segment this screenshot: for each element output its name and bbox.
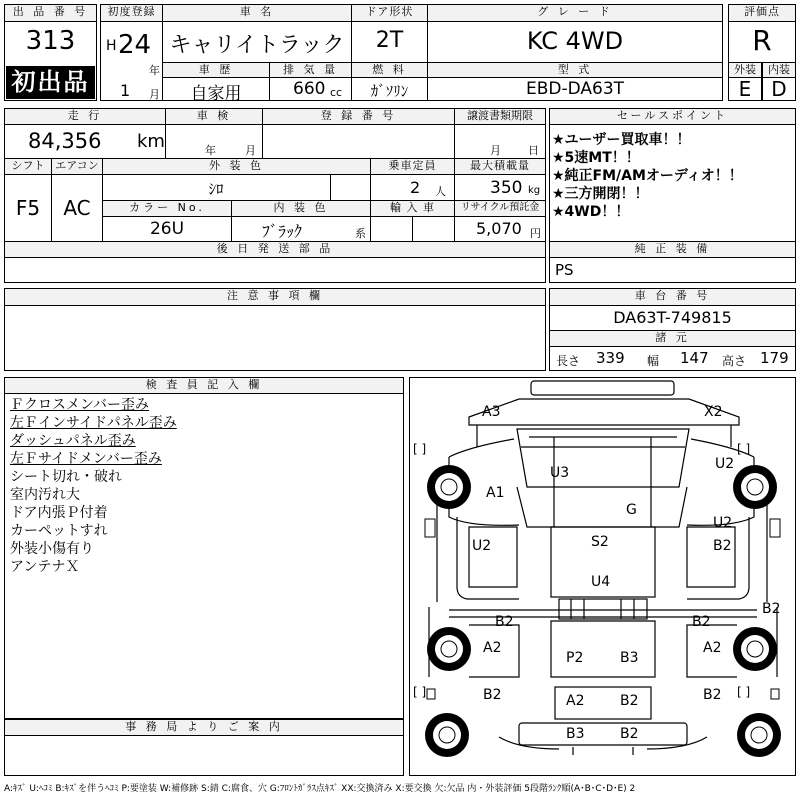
remark-item: 外装小傷有り — [10, 541, 94, 557]
first-listing-badge: 初出品 — [6, 66, 95, 99]
diagram-bracket: [ ] — [413, 685, 427, 699]
diagram-bracket: [ ] — [413, 442, 427, 456]
damage-mark-b2: B2 — [762, 601, 781, 617]
damage-mark-b3: B3 — [566, 726, 585, 742]
genuine-equipment-label: 純 正 装 備 — [549, 241, 796, 258]
registration-month: 1 — [120, 81, 131, 100]
damage-mark-b3: B3 — [620, 650, 639, 666]
mileage-unit: km — [137, 131, 165, 152]
recycle-value: 5,070 — [476, 219, 522, 238]
damage-mark-u2: U2 — [472, 538, 492, 554]
damage-mark-u4: U4 — [591, 574, 611, 590]
remark-item: アンテナＸ — [10, 559, 80, 575]
doors-value: 2T — [375, 28, 404, 53]
inspection-label: 車 検 — [165, 108, 263, 125]
capacity-value: 2 — [410, 178, 421, 197]
damage-mark-g: G — [626, 502, 637, 518]
diagram-bracket: [ ] — [737, 685, 751, 699]
registration-month-unit: 月 — [149, 88, 160, 101]
inspection-month-unit: 月 — [245, 144, 256, 157]
registration-year: 24 — [118, 30, 152, 60]
recycle-unit: 円 — [530, 227, 541, 240]
exterior-grade-value: E — [738, 77, 752, 101]
damage-mark-b2: B2 — [713, 538, 732, 554]
specs-width-label: 幅 — [647, 354, 660, 368]
doors-label: ドア形状 — [351, 4, 428, 22]
remark-item: 左Ｆサイドメンバー歪み — [10, 451, 162, 467]
later-parts-label: 後 日 発 送 部 品 — [4, 241, 546, 258]
specs-width: 147 — [680, 349, 709, 367]
registration-label: 初度登録 — [100, 4, 163, 22]
shift-label: シフト — [4, 158, 52, 175]
specs-height-label: 高さ — [722, 354, 747, 368]
remark-item: カーペットすれ — [10, 523, 108, 539]
color-value: ｼﾛ — [208, 180, 224, 198]
chassis-label: 車 台 番 号 — [549, 288, 796, 306]
remark-item: ダッシュパネル歪み — [10, 433, 136, 449]
damage-mark-u2: U2 — [715, 456, 735, 472]
lot-number: 313 — [25, 26, 76, 56]
damage-mark-b2: B2 — [495, 614, 514, 630]
plate-box — [262, 124, 455, 159]
lot-label: 出 品 番 号 — [4, 4, 97, 22]
remark-item: 左Ｆインサイドパネル歪み — [10, 415, 177, 431]
rating-label: 評価点 — [728, 4, 796, 22]
damage-mark-a3: A3 — [482, 404, 501, 420]
sales-point: ★4WD！！ — [552, 204, 630, 220]
history-label: 車 歴 — [162, 62, 270, 78]
sales-point: ★純正FM/AMオーディオ！！ — [552, 168, 743, 184]
sales-points-label: セールスポイント — [549, 108, 796, 125]
damage-mark-u2: U2 — [713, 515, 733, 531]
grade-label: グ レ ー ド — [427, 4, 723, 22]
diagram-bracket: [ ] — [737, 442, 751, 456]
interior-grade-value: D — [771, 77, 787, 101]
sales-point: ★ユーザー買取車！！ — [552, 132, 691, 148]
damage-mark-b2: B2 — [620, 726, 639, 742]
interior-color-label: 内 装 色 — [231, 200, 371, 217]
color-no-value: 26U — [149, 219, 185, 239]
history-value: 自家用 — [190, 84, 242, 104]
sales-points-list — [552, 131, 743, 221]
max-load-label: 最大積載量 — [454, 158, 546, 175]
recycle-label: リサイクル預託金 — [454, 200, 546, 217]
interior-color-unit: 系 — [355, 227, 366, 240]
displacement-value: 660 — [293, 79, 326, 99]
office-box — [4, 735, 404, 776]
specs-label: 諸 元 — [549, 330, 796, 347]
damage-mark-x2: X2 — [704, 404, 723, 420]
damage-mark-b2: B2 — [703, 687, 722, 703]
exterior-grade-label: 外装 — [728, 62, 762, 78]
damage-mark-a2: A2 — [483, 640, 502, 656]
max-load-value: 350 — [490, 178, 523, 198]
specs-length-label: 長さ — [556, 354, 581, 368]
aircon-value: AC — [63, 196, 91, 220]
remark-item: 室内汚れ大 — [10, 487, 80, 503]
damage-mark-a1: A1 — [486, 485, 505, 501]
rating-value: R — [752, 24, 772, 57]
damage-mark-a2: A2 — [703, 640, 722, 656]
import-label: 輸 入 車 — [370, 200, 455, 217]
damage-mark-b2: B2 — [483, 687, 502, 703]
model-value: EBD-DA63T — [525, 79, 625, 99]
damage-mark-p2: P2 — [566, 650, 584, 666]
wheel-group — [425, 465, 781, 757]
inspector-remarks — [10, 396, 177, 576]
color-label: 外 装 色 — [102, 158, 371, 175]
damage-mark-a2: A2 — [566, 693, 585, 709]
later-parts-box — [4, 257, 546, 283]
max-load-unit: kg — [528, 185, 541, 196]
mileage-label: 走 行 — [4, 108, 166, 125]
aircon-label: エアコン — [51, 158, 103, 175]
damage-mark-s2: S2 — [591, 534, 609, 550]
specs-height: 179 — [760, 349, 789, 367]
interior-color-value: ﾌﾞﾗｯｸ — [262, 222, 303, 241]
chassis-value: DA63T-749815 — [613, 308, 732, 327]
damage-mark-u3: U3 — [550, 465, 570, 481]
legend: A:ｷｽﾞ U:ﾍｺﾐ B:ｷｽﾞを伴うﾍｺﾐ P:要塗装 W:補修跡 S:錆 C:腐食、穴 G:ﾌﾛﾝﾄｶﾞﾗｽ点ｷｽﾞ XX:交換済み X:要交換 欠:欠品 内・外装評価 5段階ﾗﾝｸ順(A･B･C･D･E) 2 — [4, 784, 636, 794]
genuine-equipment-box — [549, 257, 796, 283]
capacity-unit: 人 — [435, 185, 446, 198]
model-label: 型 式 — [427, 62, 723, 78]
specs-length: 339 — [596, 349, 625, 367]
specs-box — [549, 346, 796, 371]
grade-value: KC 4WD — [526, 27, 624, 55]
office-label: 事 務 局 よ り ご 案 内 — [4, 719, 404, 736]
genuine-equipment-value: PS — [555, 261, 574, 279]
damage-mark-b2: B2 — [692, 614, 711, 630]
damage-mark-b2: B2 — [620, 693, 639, 709]
sales-point: ★5速MT！！ — [552, 150, 640, 166]
car-name-label: 車 名 — [162, 4, 352, 22]
shift-value: F5 — [15, 196, 41, 220]
remark-item: ドア内張Ｐ付着 — [10, 505, 108, 521]
remark-item: シート切れ・破れ — [10, 469, 122, 485]
interior-grade-label: 内装 — [762, 62, 796, 78]
mileage-value: 84,356 — [28, 129, 102, 153]
sales-point: ★三方開閉！！ — [552, 186, 649, 202]
remark-item: Ｆクロスメンバー歪み — [10, 397, 150, 413]
inspection-year-unit: 年 — [205, 144, 216, 157]
transfer-label: 譲渡書類期限 — [454, 108, 546, 125]
transfer-month-unit: 月 — [490, 144, 501, 157]
car-name: キャリイトラック — [169, 33, 345, 58]
registration-year-unit: 年 — [149, 64, 160, 77]
registration-era: H — [106, 38, 117, 54]
fuel-label: 燃 料 — [351, 62, 428, 78]
color-no-label: カラー No. — [102, 200, 232, 217]
displacement-unit: cc — [330, 86, 343, 99]
notes-label: 注 意 事 項 欄 — [4, 288, 546, 306]
fuel-value: ｶﾞｿﾘﾝ — [370, 82, 409, 100]
capacity-label: 乗車定員 — [370, 158, 455, 175]
plate-label: 登 録 番 号 — [262, 108, 455, 125]
displacement-label: 排 気 量 — [269, 62, 352, 78]
transfer-day-unit: 日 — [528, 144, 539, 157]
notes-box — [4, 305, 546, 371]
inspector-label: 検 査 員 記 入 欄 — [4, 377, 404, 394]
